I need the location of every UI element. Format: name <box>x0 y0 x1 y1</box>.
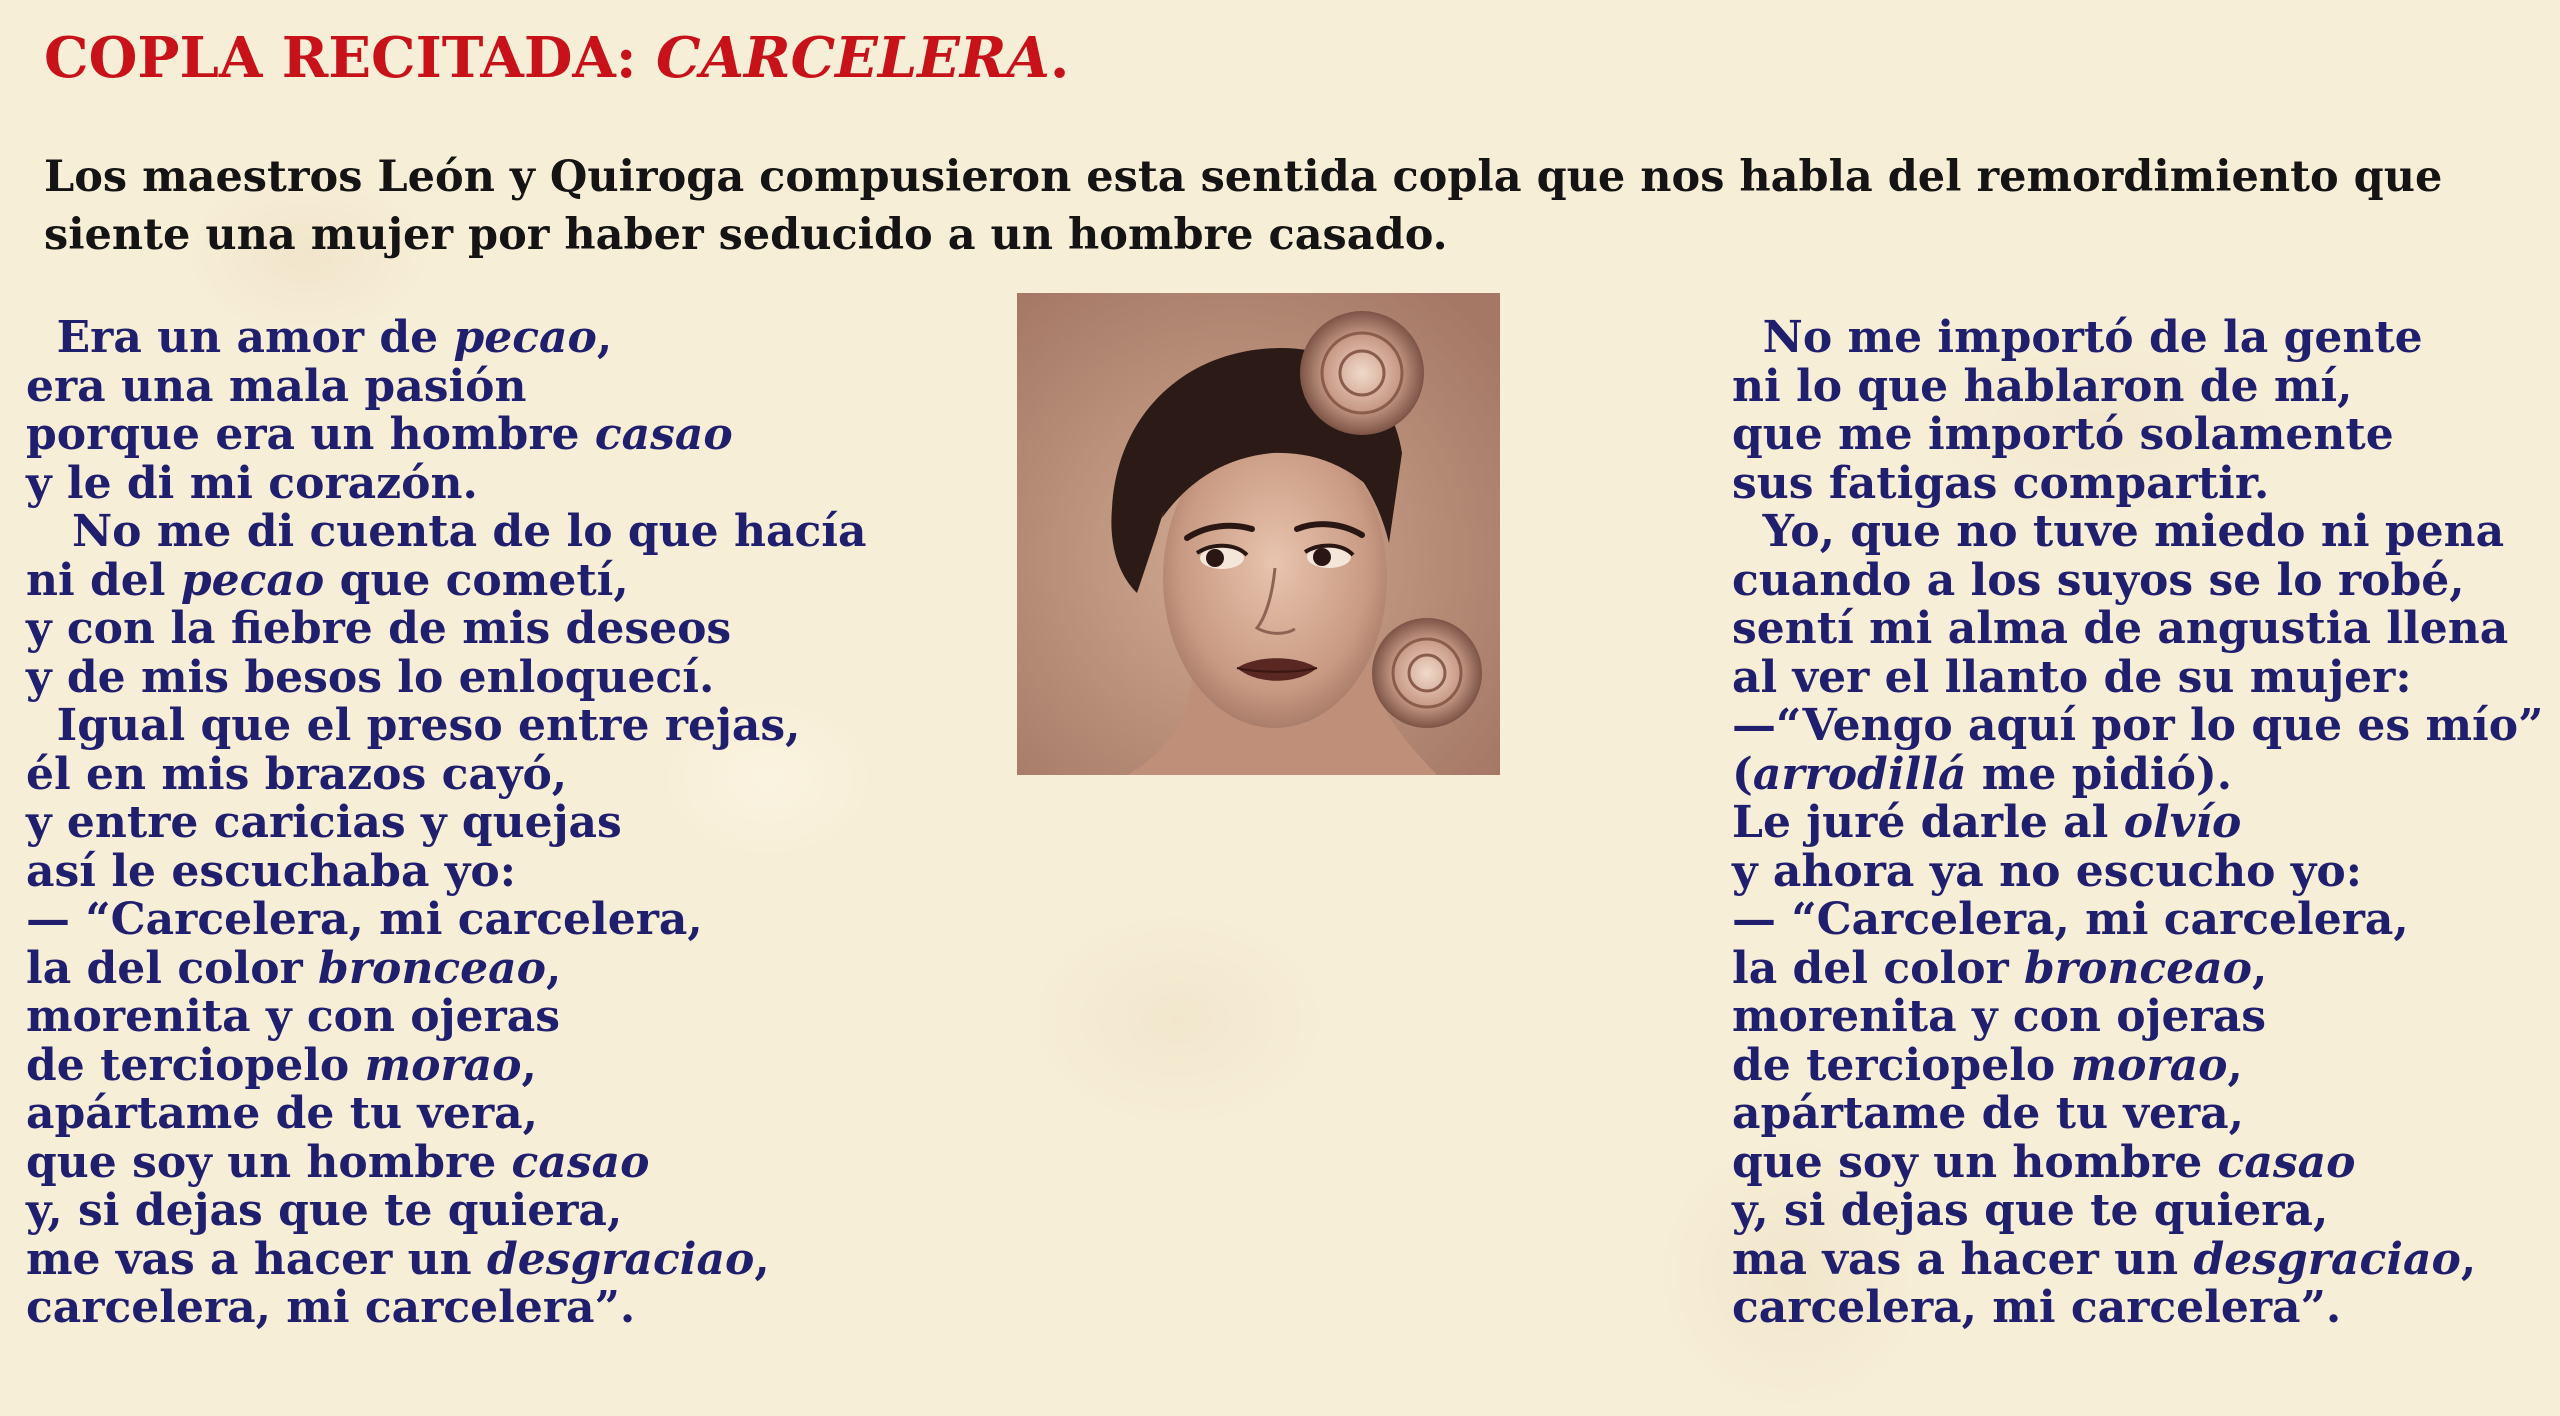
verse-text: Igual que el preso entre rejas, <box>26 700 801 751</box>
verse-line <box>26 554 866 606</box>
singer-portrait <box>1017 293 1500 775</box>
verse-text: que soy un hombre <box>1732 1136 2218 1188</box>
verse-text: , <box>521 1039 537 1091</box>
verse-line <box>1732 799 2543 848</box>
verse-text: cuando a los suyos se lo robé, <box>1732 554 2465 606</box>
verse-text: era una mala pasión <box>26 360 527 412</box>
verse-text: que me importó solamente <box>1732 409 2394 460</box>
verse-text: me vas a hacer un <box>26 1233 487 1285</box>
verse-text: , <box>2460 1233 2477 1285</box>
verse-line <box>26 1136 866 1188</box>
verse-text: ni del <box>26 554 181 606</box>
title-song-name: CARCELERA <box>656 25 1050 91</box>
intro-paragraph: Los maestros León y Quiroga compusieron esta sentida copla que nos habla del remordimiento que siente una mujer por haber seducido a un hombre casado. <box>44 152 2443 260</box>
verse-text: , <box>2251 942 2268 994</box>
verse-line <box>1732 702 2543 751</box>
verse-text: que cometí, <box>324 554 629 606</box>
verse-italic-word: desgraciao <box>2193 1233 2461 1285</box>
verse-text: , <box>754 1233 770 1285</box>
verse-line <box>1732 748 2543 800</box>
verse-line <box>1732 1284 2543 1333</box>
verse-line <box>26 748 866 800</box>
verse-line <box>26 360 866 412</box>
verse-line <box>1732 314 2543 363</box>
verse-text: y le di mi corazón. <box>26 457 478 509</box>
verse-text: ni lo que hablaron de mí, <box>1732 360 2353 412</box>
verse-text: ( <box>1732 748 1753 800</box>
verse-text: Yo, que no tuve miedo ni pena <box>1732 506 2505 557</box>
verse-text: — “Carcelera, mi carcelera, <box>26 894 703 945</box>
verse-line <box>1732 1039 2543 1091</box>
verse-italic-word: morao <box>364 1039 522 1091</box>
verse-line <box>1732 845 2543 897</box>
verse-line <box>26 799 866 848</box>
verse-line <box>26 896 866 945</box>
verse-text: y, si dejas que te quiera, <box>26 1185 623 1236</box>
verse-line <box>1732 457 2543 509</box>
verse-line <box>26 1284 866 1333</box>
verse-line <box>26 993 866 1042</box>
lyrics-right-column <box>1732 314 2543 1333</box>
verse-line <box>26 942 866 994</box>
verse-line <box>26 605 866 654</box>
verse-line <box>1732 1233 2543 1285</box>
verse-line <box>1732 1136 2543 1188</box>
verse-italic-word: casao <box>511 1136 650 1188</box>
title-suffix: . <box>1049 25 1070 91</box>
verse-text: — “Carcelera, mi carcelera, <box>1732 894 2409 945</box>
verse-text: porque era un hombre <box>26 409 595 460</box>
title-prefix: COPLA RECITADA: <box>44 25 657 91</box>
verse-text: , <box>596 312 613 363</box>
verse-text: morenita y con ojeras <box>26 991 560 1042</box>
verse-text: —“Vengo aquí por lo que es mío” <box>1732 700 2544 751</box>
verse-line <box>26 314 866 363</box>
verse-text: así le escuchaba yo: <box>26 845 516 897</box>
verse-line <box>1732 605 2543 654</box>
verse-line <box>26 1187 866 1236</box>
verse-text: carcelera, mi carcelera”. <box>1732 1282 2342 1333</box>
verse-line <box>1732 360 2543 412</box>
verse-text: sentí mi alma de angustia llena <box>1732 603 2509 654</box>
verse-text: de terciopelo <box>26 1039 365 1091</box>
verse-text: , <box>545 942 562 994</box>
verse-text: ma vas a hacer un <box>1732 1233 2194 1285</box>
verse-italic-word: arrodillá <box>1752 748 1967 800</box>
verse-italic-word: morao <box>2070 1039 2228 1091</box>
verse-line <box>1732 411 2543 460</box>
verse-line <box>1732 1090 2543 1139</box>
singer-portrait-photo <box>1017 293 1500 775</box>
verse-italic-word: bronceao <box>318 942 546 994</box>
verse-line <box>26 457 866 509</box>
verse-text: que soy un hombre <box>26 1136 512 1188</box>
verse-line <box>26 1233 866 1285</box>
verse-line <box>1732 508 2543 557</box>
verse-text: la del color <box>1732 942 2025 994</box>
verse-text: Era un amor de <box>26 312 454 363</box>
verse-line <box>26 1039 866 1091</box>
page-title <box>44 22 1069 94</box>
verse-text: morenita y con ojeras <box>1732 991 2266 1042</box>
verse-text: de terciopelo <box>1732 1039 2071 1091</box>
verse-italic-word: casao <box>594 409 733 460</box>
verse-text: él en mis brazos cayó, <box>26 748 568 800</box>
verse-text: al ver el llanto de su mujer: <box>1732 651 2412 703</box>
verse-line <box>1732 1187 2543 1236</box>
verse-text: sus fatigas compartir. <box>1732 457 2270 509</box>
verse-text: Le juré darle al <box>1732 797 2124 848</box>
verse-italic-word: pecao <box>180 554 325 606</box>
lyrics-left-column <box>26 314 866 1333</box>
verse-text: , <box>2227 1039 2243 1091</box>
verse-text: la del color <box>26 942 319 994</box>
verse-line <box>1732 651 2543 703</box>
verse-italic-word: casao <box>2217 1136 2356 1188</box>
verse-line <box>26 651 866 703</box>
verse-text: y entre caricias y quejas <box>26 797 622 848</box>
verse-italic-word: olvío <box>2123 797 2242 848</box>
verse-line <box>1732 993 2543 1042</box>
verse-text: y, si dejas que te quiera, <box>1732 1185 2329 1236</box>
verse-text: y ahora ya no escucho yo: <box>1732 845 2362 897</box>
verse-italic-word: desgraciao <box>486 1233 755 1285</box>
verse-line <box>26 845 866 897</box>
verse-italic-word: pecao <box>453 312 597 363</box>
verse-text: carcelera, mi carcelera”. <box>26 1282 636 1333</box>
verse-text: me pidió). <box>1966 748 2233 800</box>
verse-text: No me di cuenta de lo que hacía <box>26 506 867 557</box>
verse-line <box>1732 554 2543 606</box>
verse-line <box>1732 942 2543 994</box>
verse-text: apártame de tu vera, <box>26 1088 538 1139</box>
verse-text: No me importó de la gente <box>1732 312 2423 363</box>
verse-italic-word: bronceao <box>2024 942 2252 994</box>
verse-line <box>26 508 866 557</box>
verse-text: apártame de tu vera, <box>1732 1088 2244 1139</box>
verse-line <box>26 1090 866 1139</box>
verse-text: y de mis besos lo enloquecí. <box>26 651 715 703</box>
verse-line <box>26 702 866 751</box>
verse-text: y con la fiebre de mis deseos <box>26 603 732 654</box>
verse-line <box>1732 896 2543 945</box>
verse-line <box>26 411 866 460</box>
